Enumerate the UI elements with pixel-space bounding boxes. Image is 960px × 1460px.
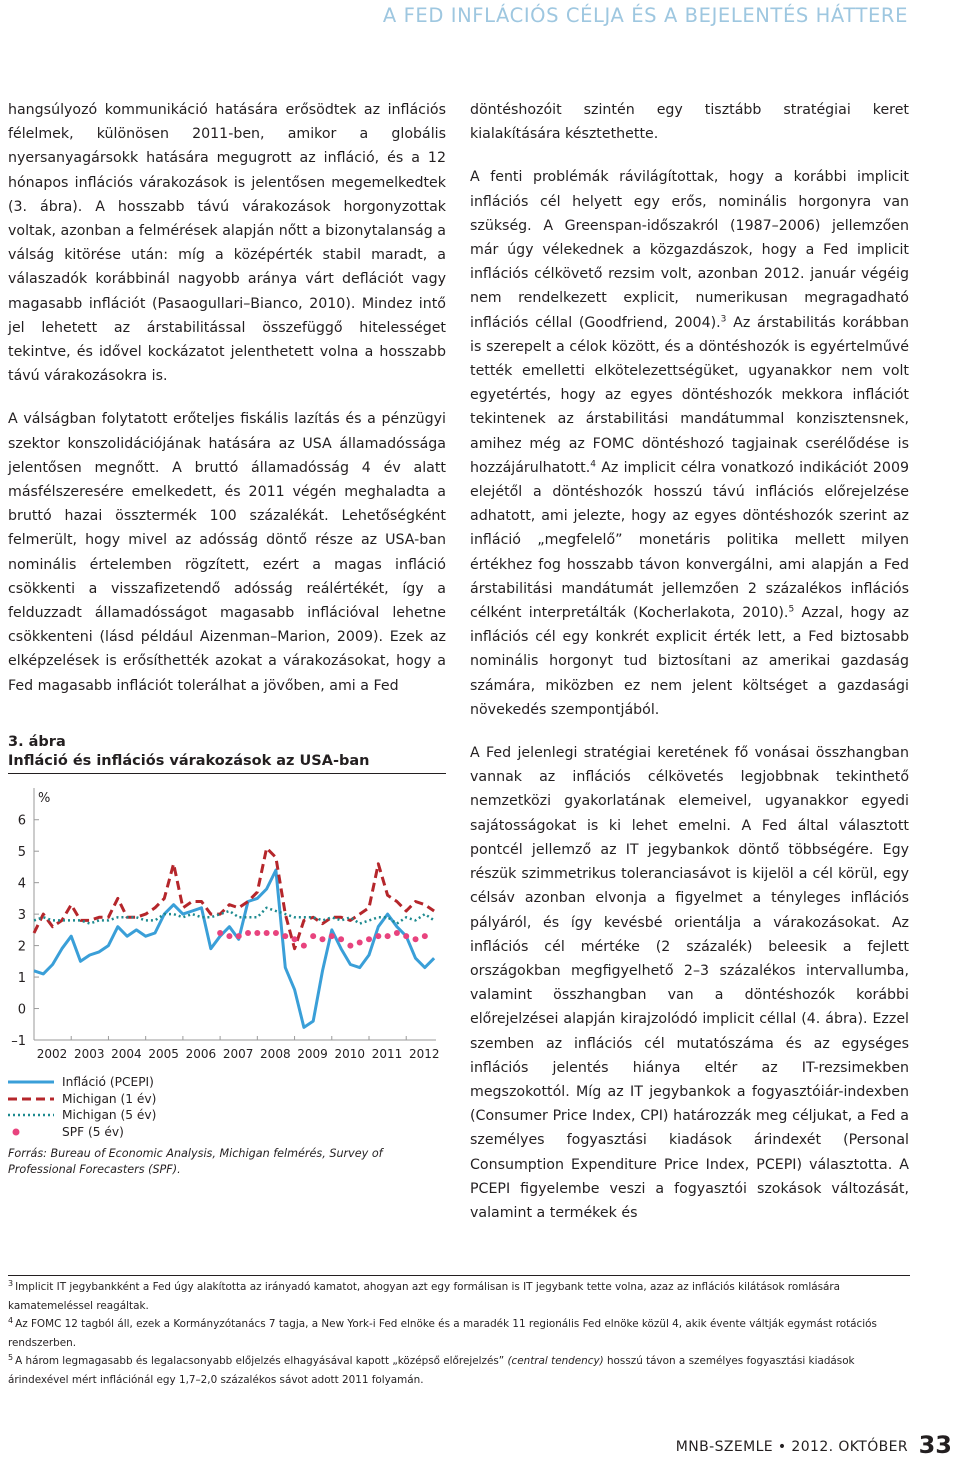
paragraph: döntéshozóit szintén egy tisztább stratégiai keret kialakítására késztethette. bbox=[470, 102, 909, 143]
data-point-spf bbox=[264, 930, 270, 936]
x-tick-label: 2002 bbox=[36, 1047, 68, 1061]
legend-item-spf bbox=[8, 1124, 446, 1141]
y-tick-label: 0 bbox=[17, 1002, 26, 1018]
figure-3 bbox=[8, 728, 446, 1178]
x-tick-label: 2010 bbox=[334, 1047, 366, 1061]
journal-name: MNB-SZEMLE • 2012. OKTÓBER bbox=[675, 1439, 908, 1455]
line-chart bbox=[8, 774, 446, 1064]
data-point-spf bbox=[413, 936, 419, 942]
data-point-spf bbox=[301, 943, 307, 949]
data-point-spf bbox=[226, 933, 232, 939]
x-tick-label: 2012 bbox=[408, 1047, 440, 1061]
x-tick-label: 2004 bbox=[111, 1047, 142, 1061]
series-line-pcepi bbox=[34, 870, 434, 1027]
data-point-spf bbox=[282, 933, 288, 939]
left-column bbox=[8, 98, 446, 717]
footnotes bbox=[8, 1275, 910, 1390]
series-line-mich5 bbox=[34, 908, 434, 924]
paragraph: A válságban folytatott erőteljes fiskális lazítás és a pénzügyi szektor konszolidációjának hatására az USA államadóssága jelentősen megnőtt. A bruttó államadósság 4 év alatt másfélszeresére emelkedett, és 2011 végén meghaladta a bruttó hazai össztermék 100 százalékát. Lehetőségként felmerült, hogy mivel az adósság döntő része az USA-ban nominális értelemben rögzített, ezért a magas infláció csökkenti a visszafizetendő adósság reálértékét, így a felduzzadt államadósságot magasabb inflációval lehetne csökkenteni (lásd például Aizenman–Marion, 2009). Ezek az elképzelések is erősíthették azokat a várakozásokat, hogy a Fed magasabb inflációt tolerálhat a jövőben, ami a Fed bbox=[8, 411, 446, 694]
data-point-spf bbox=[319, 936, 325, 942]
x-tick-label: 2008 bbox=[260, 1047, 291, 1061]
data-point-spf bbox=[236, 933, 242, 939]
data-point-spf bbox=[245, 930, 251, 936]
data-point-spf bbox=[254, 930, 260, 936]
data-point-spf bbox=[338, 936, 344, 942]
footnote-4: $^4$ Az FOMC 12 tagból áll, ezek a Kormányzótanács 7 tagja, a New York-i Fed elnöke és a maradék 11 regionális Fed elnöke közül 4, akik évente váltják egymást rotációs rendszerben. bbox=[8, 1315, 877, 1349]
x-tick-label: 2006 bbox=[185, 1047, 217, 1061]
data-point-spf bbox=[366, 936, 372, 942]
y-unit-label: % bbox=[38, 791, 51, 806]
right-column bbox=[470, 98, 909, 1244]
figure-title: Infláció és inflációs várakozások az USA-ban bbox=[8, 753, 446, 774]
data-point-spf bbox=[422, 933, 428, 939]
legend-item-pcepi bbox=[8, 1074, 446, 1091]
data-point-spf bbox=[385, 933, 391, 939]
y-tick-label: 2 bbox=[17, 939, 26, 955]
legend-label: Michigan (1 év) bbox=[62, 1091, 157, 1106]
y-tick-label: 3 bbox=[17, 908, 26, 924]
y-tick-label: 6 bbox=[17, 813, 26, 829]
y-tick-label: 4 bbox=[17, 876, 26, 892]
data-point-spf bbox=[357, 939, 363, 945]
page-number: 33 bbox=[918, 1431, 952, 1459]
figure-source: Forrás: Bureau of Economic Analysis, Michigan felmérés, Survey of Professional Forecasters (SPF). bbox=[8, 1147, 383, 1176]
footnote-ref[interactable]: 4 bbox=[590, 459, 596, 470]
legend-label: Michigan (5 év) bbox=[62, 1108, 157, 1122]
paragraph: hangsúlyozó kommunikáció hatására erősödtek az inflációs félelmek, különösen 2011-ben, amikor a globális nyersanyagársokk hatására megugrott az infláció, és a 12 hónapos inflációs várakozások is jelentősen megemelkedtek (3. ábra). A hosszabb távú várakozások horgonyzottak voltak, azonban a felmérések alapján nőtt a bizonytalanság a válság kitörése után: míg a középérték stabil maradt, a válaszadók korábbinál nagyobb aránya várt deflációt vagy magasabb inflációt (Pasaogullari–Bianco, 2010). Mindez intő jel lehetett az árstabilitással összefüggő hitelességet tekintve, és idővel kockázatot jelenthetett volna a hosszabb távú várakozásokra is. bbox=[8, 102, 446, 385]
footnote-5: $^5$ A három legmagasabb és legalacsonyabb előjelzés elhagyásával kapott „középső előrejelzés” (central tendency) hosszú távon a személyes fogyasztási kiadások árindexével mért inflációnál egy 1,7–2,0 százalékos sávot adott 2011 folyamán. bbox=[8, 1352, 855, 1386]
data-point-spf bbox=[310, 933, 316, 939]
figure-number: 3. ábra bbox=[8, 734, 66, 750]
x-tick-label: 2005 bbox=[148, 1047, 179, 1061]
footnote-ref[interactable]: 3 bbox=[720, 313, 727, 324]
footnote-ref[interactable]: 5 bbox=[788, 604, 795, 615]
paragraph: A Fed jelenlegi stratégiai keretének fő vonásai összhangban vannak az inflációs célkövetés legjobbnak tekinthető nemzetközi gyakorlatának elemeivel, ugyanakkor egyedi sajátosságokat is ki lehet emelni. A Fed által választott pontcél jellemző az IT jegybankok döntő többségére. Egy részük szimmetrikus toleranciasávot is kijelöl a cél körül, egy célsáv azonban elvonja a figyelmet a tényleges inflációs pályáról, és így kevésbé orientálja a várakozásokat. Az inflációs cél mértéke (2 százalék) beleesik a fejlett országokban megfigyelhető 2–3 százalékos intervallumba, valamint összhangban van a döntéshozók korábbi előrejelzései alapján kirajzolódó implicit céllal (4. ábra). Ezzel szemben az inflációs cél mutatószáma és az egységes inflációs jelentés hiánya eltér az IT-rezsimekben megszokottól. Míg az IT jegybankok a fogyasztóiár-indexben (Consumer Price Index, CPI) határozzák meg céljukat, a Fed a személyes fogyasztási kiadások árindexét (Personal Consumption Expenditure Price Index, PCEPI) választotta. A PCEPI figyelembe veszi a fogyasztói szokások változását, valamint a termékek és bbox=[470, 745, 909, 1221]
legend-item-michigan-5 bbox=[8, 1107, 446, 1124]
legend-label: Infláció (PCEPI) bbox=[62, 1075, 154, 1089]
data-point-spf bbox=[217, 930, 223, 936]
data-point-spf bbox=[329, 933, 335, 939]
x-tick-label: 2011 bbox=[371, 1047, 403, 1061]
legend-item-michigan-1 bbox=[8, 1091, 446, 1108]
running-header: A FED INFLÁCIÓS CÉLJA ÉS A BEJELENTÉS HÁTTERE bbox=[382, 4, 908, 27]
y-tick-label: 5 bbox=[17, 845, 26, 861]
data-point-spf bbox=[403, 933, 409, 939]
data-point-spf bbox=[273, 930, 279, 936]
data-point-spf bbox=[292, 936, 298, 942]
x-tick-label: 2007 bbox=[222, 1047, 254, 1061]
footnote-3: $^3$ Implicit IT jegybankként a Fed úgy alakította az irányadó kamatot, ahogyan azt egy formálisan is IT jegybank tette volna, azaz az inflációs kilátások romlására kamatemeléssel reagáltak. bbox=[8, 1278, 840, 1312]
paragraph: A fenti problémák rávilágítottak, hogy a korábbi implicit inflációs cél helyett egy erős, nominális horgonyra van szükség. A Greenspan-időszakról (1987–2006) jellemzően már úgy vélekednek a közgazdászok, hogy a Fed implicit inflációs célkövető rezsim volt, azonban 2012. január végéig nem rendelkezett explicit, numerikusan megragadható inflációs céllal (Goodfriend, 2004).$^3$ Az árstabilitás korábban is szerepelt a célok között, és a döntéshozók is egyértelművé tették emelletti elkötelezettségüket, ugyanakkor nem volt egyetértés, hogy az egyes döntéshozók mekkora inflációt tekintenek az árstabilitási mandátummal konzisztensnek, amihez még az FOMC döntéshozó tagjainak cserélődése is hozzájárulhatott.$^4$ Az implicit célra vonatkozó indikációt 2009 elejétől a döntéshozók hosszú távú inflációs előrejelzése adhatott, ami jelezte, hogy az egyes döntéshozók szerint az infláció „megfelelő” monetáris politika mellett milyen értékhez fog hosszabb távon konvergálni, ami alapján a Fed árstabilitási mandátumát jellemzően 2 százalékos inflációs célként interpretálták (Kocherlakota, 2010).$^5$ Azzal, hogy az inflációs cél egy konkrét explicit érték lett, a Fed biztosabb nominális horgonyt tud biztosítani az amerikai gazdaság számára, miközben ez nem jelent költséget a gazdasági növekedés szempontjából. bbox=[470, 169, 909, 718]
y-tick-label: –1 bbox=[11, 1034, 26, 1049]
page-footer bbox=[0, 1431, 960, 1459]
data-point-spf bbox=[394, 930, 400, 936]
x-tick-label: 2009 bbox=[297, 1047, 328, 1061]
data-point-spf bbox=[347, 943, 353, 949]
legend-label: SPF (5 év) bbox=[62, 1124, 124, 1139]
x-tick-label: 2003 bbox=[73, 1047, 105, 1061]
chart-legend bbox=[8, 1074, 446, 1140]
data-point-spf bbox=[375, 933, 381, 939]
y-tick-label: 1 bbox=[17, 971, 26, 987]
